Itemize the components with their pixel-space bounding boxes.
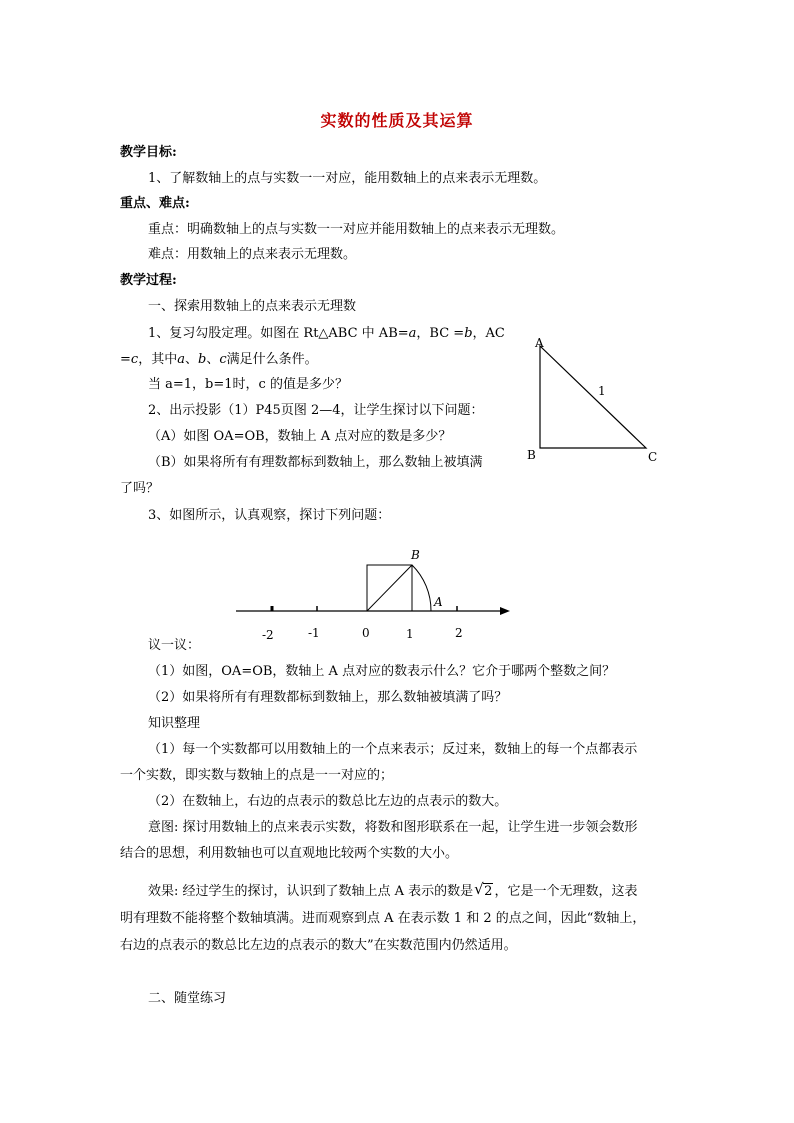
- question-2: （2）如果将所有有理数都标到数轴上，那么数轴被填满了吗？: [148, 690, 508, 705]
- effect-text-b: ，它是一个无理数，这表: [494, 884, 638, 899]
- item-3: 3、如图所示，认真观察，探讨下列问题：: [148, 508, 391, 523]
- item-1-text-a: 1、复习勾股定理。如图在 Rt△ABC 中 AB=: [148, 326, 409, 341]
- sqrt-radicand: 2: [484, 884, 493, 899]
- item-2-a: （A）如图 OA=OB，数轴上 A 点对应的数是多少？: [148, 429, 452, 444]
- goal-heading: 教学目标:: [120, 145, 177, 160]
- section-2-heading: 二、随堂练习: [148, 991, 227, 1006]
- tick-label-1: 1: [406, 627, 414, 641]
- item-1-line-1: [148, 326, 505, 342]
- knowledge-1-line-2: 一个实数，即实数与数轴上的点是一一对应的；: [120, 768, 394, 783]
- section-1-heading: 一、探索用数轴上的点来表示无理数: [148, 299, 357, 314]
- item-1-var-b: b: [464, 326, 473, 341]
- item-1-line-2: [120, 352, 318, 368]
- key-heading: 重点、难点:: [120, 196, 190, 211]
- triangle-label-a: A: [535, 336, 544, 350]
- item-2: 2、出示投影（1）P45页图 2—4，让学生探讨以下问题：: [148, 403, 484, 418]
- item-1-sep-1: 、: [184, 352, 198, 367]
- item-1-text-c: ，AC: [472, 326, 505, 341]
- difficulty: 难点：用数轴上的点来表示无理数。: [148, 247, 357, 262]
- item-1-var-a: a: [408, 326, 417, 341]
- intent-line-1: 意图: 探讨用数轴上的点来表示实数，将数和图形联系在一起，让学生进一步领会数形: [148, 820, 638, 835]
- triangle-shape: [540, 346, 646, 448]
- discuss-heading: 议一议：: [148, 638, 201, 653]
- item-1-var-b2: b: [197, 352, 207, 367]
- item-1-text-e: 满足什么条件。: [226, 352, 318, 367]
- number-line-figure: [228, 540, 518, 644]
- effect-text-a: 效果: 经过学生的探讨，认识到了数轴上点 A 表示的数是: [148, 884, 474, 899]
- key-point: 重点：明确数轴上的点与实数一一对应并能用数轴上的点来表示无理数。: [148, 222, 565, 237]
- effect-line-3: 右边的点表示的数总比左边的点表示的数大”在实数范围内仍然适用。: [120, 938, 517, 953]
- item-1-question: 当 a=1，b=1时，c 的值是多少？: [148, 377, 348, 392]
- question-1: （1）如图，OA=OB，数轴上 A 点对应的数表示什么？它介于哪两个整数之间？: [148, 664, 616, 679]
- point-a-label: A: [434, 595, 443, 609]
- number-line-arrow: [500, 607, 510, 615]
- tick-label-minus-2: -2: [262, 628, 274, 642]
- document-title: 实数的性质及其运算: [320, 111, 474, 130]
- compass-arc: [412, 565, 431, 611]
- square-diagonal: [367, 565, 412, 611]
- item-1-text-d: ，其中: [138, 352, 178, 367]
- triangle-side-label: 1: [598, 384, 606, 398]
- item-1-var-c2: c: [219, 352, 227, 367]
- point-b-label: B: [411, 548, 420, 562]
- triangle-label-c: C: [648, 450, 658, 464]
- item-2-b-line-1: （B）如果将所有有理数都标到数轴上，那么数轴上被填满: [148, 455, 483, 470]
- effect-line-2: 明有理数不能将整个数轴填满。进而观察到点 A 在表示数 1 和 2 的点之间，因此“数轴上，: [120, 911, 646, 926]
- sqrt-2: [474, 880, 493, 900]
- item-2-b-line-2: 了吗？: [120, 481, 160, 496]
- item-1-var-a2: a: [177, 352, 185, 367]
- knowledge-heading: 知识整理: [148, 716, 201, 731]
- tick-label-minus-1: -1: [308, 626, 320, 640]
- effect-line-1: [148, 880, 638, 900]
- item-1-sep-2: 、: [206, 352, 220, 367]
- tick-label-2: 2: [455, 626, 463, 640]
- process-heading: 教学过程:: [120, 273, 177, 288]
- tick-label-0: 0: [362, 626, 370, 640]
- goal-item-1: 1、了解数轴上的点与实数一一对应，能用数轴上的点来表示无理数。: [148, 171, 547, 186]
- radical-sign: √: [474, 880, 484, 898]
- item-1-var-c: c: [130, 352, 139, 367]
- triangle-label-b: B: [527, 448, 536, 462]
- item-1-text-b: ，BC =: [416, 326, 465, 341]
- right-triangle-figure: [526, 334, 666, 466]
- intent-line-2: 结合的思想，利用数轴也可以直观地比较两个实数的大小。: [120, 846, 459, 861]
- knowledge-2: （2）在数轴上，右边的点表示的数总比左边的点表示的数大。: [148, 794, 508, 809]
- item-1-eq: =: [120, 352, 131, 367]
- knowledge-1-line-1: （1）每一个实数都可以用数轴上的一个点来表示；反过来，数轴上的每一个点都表示: [148, 742, 638, 757]
